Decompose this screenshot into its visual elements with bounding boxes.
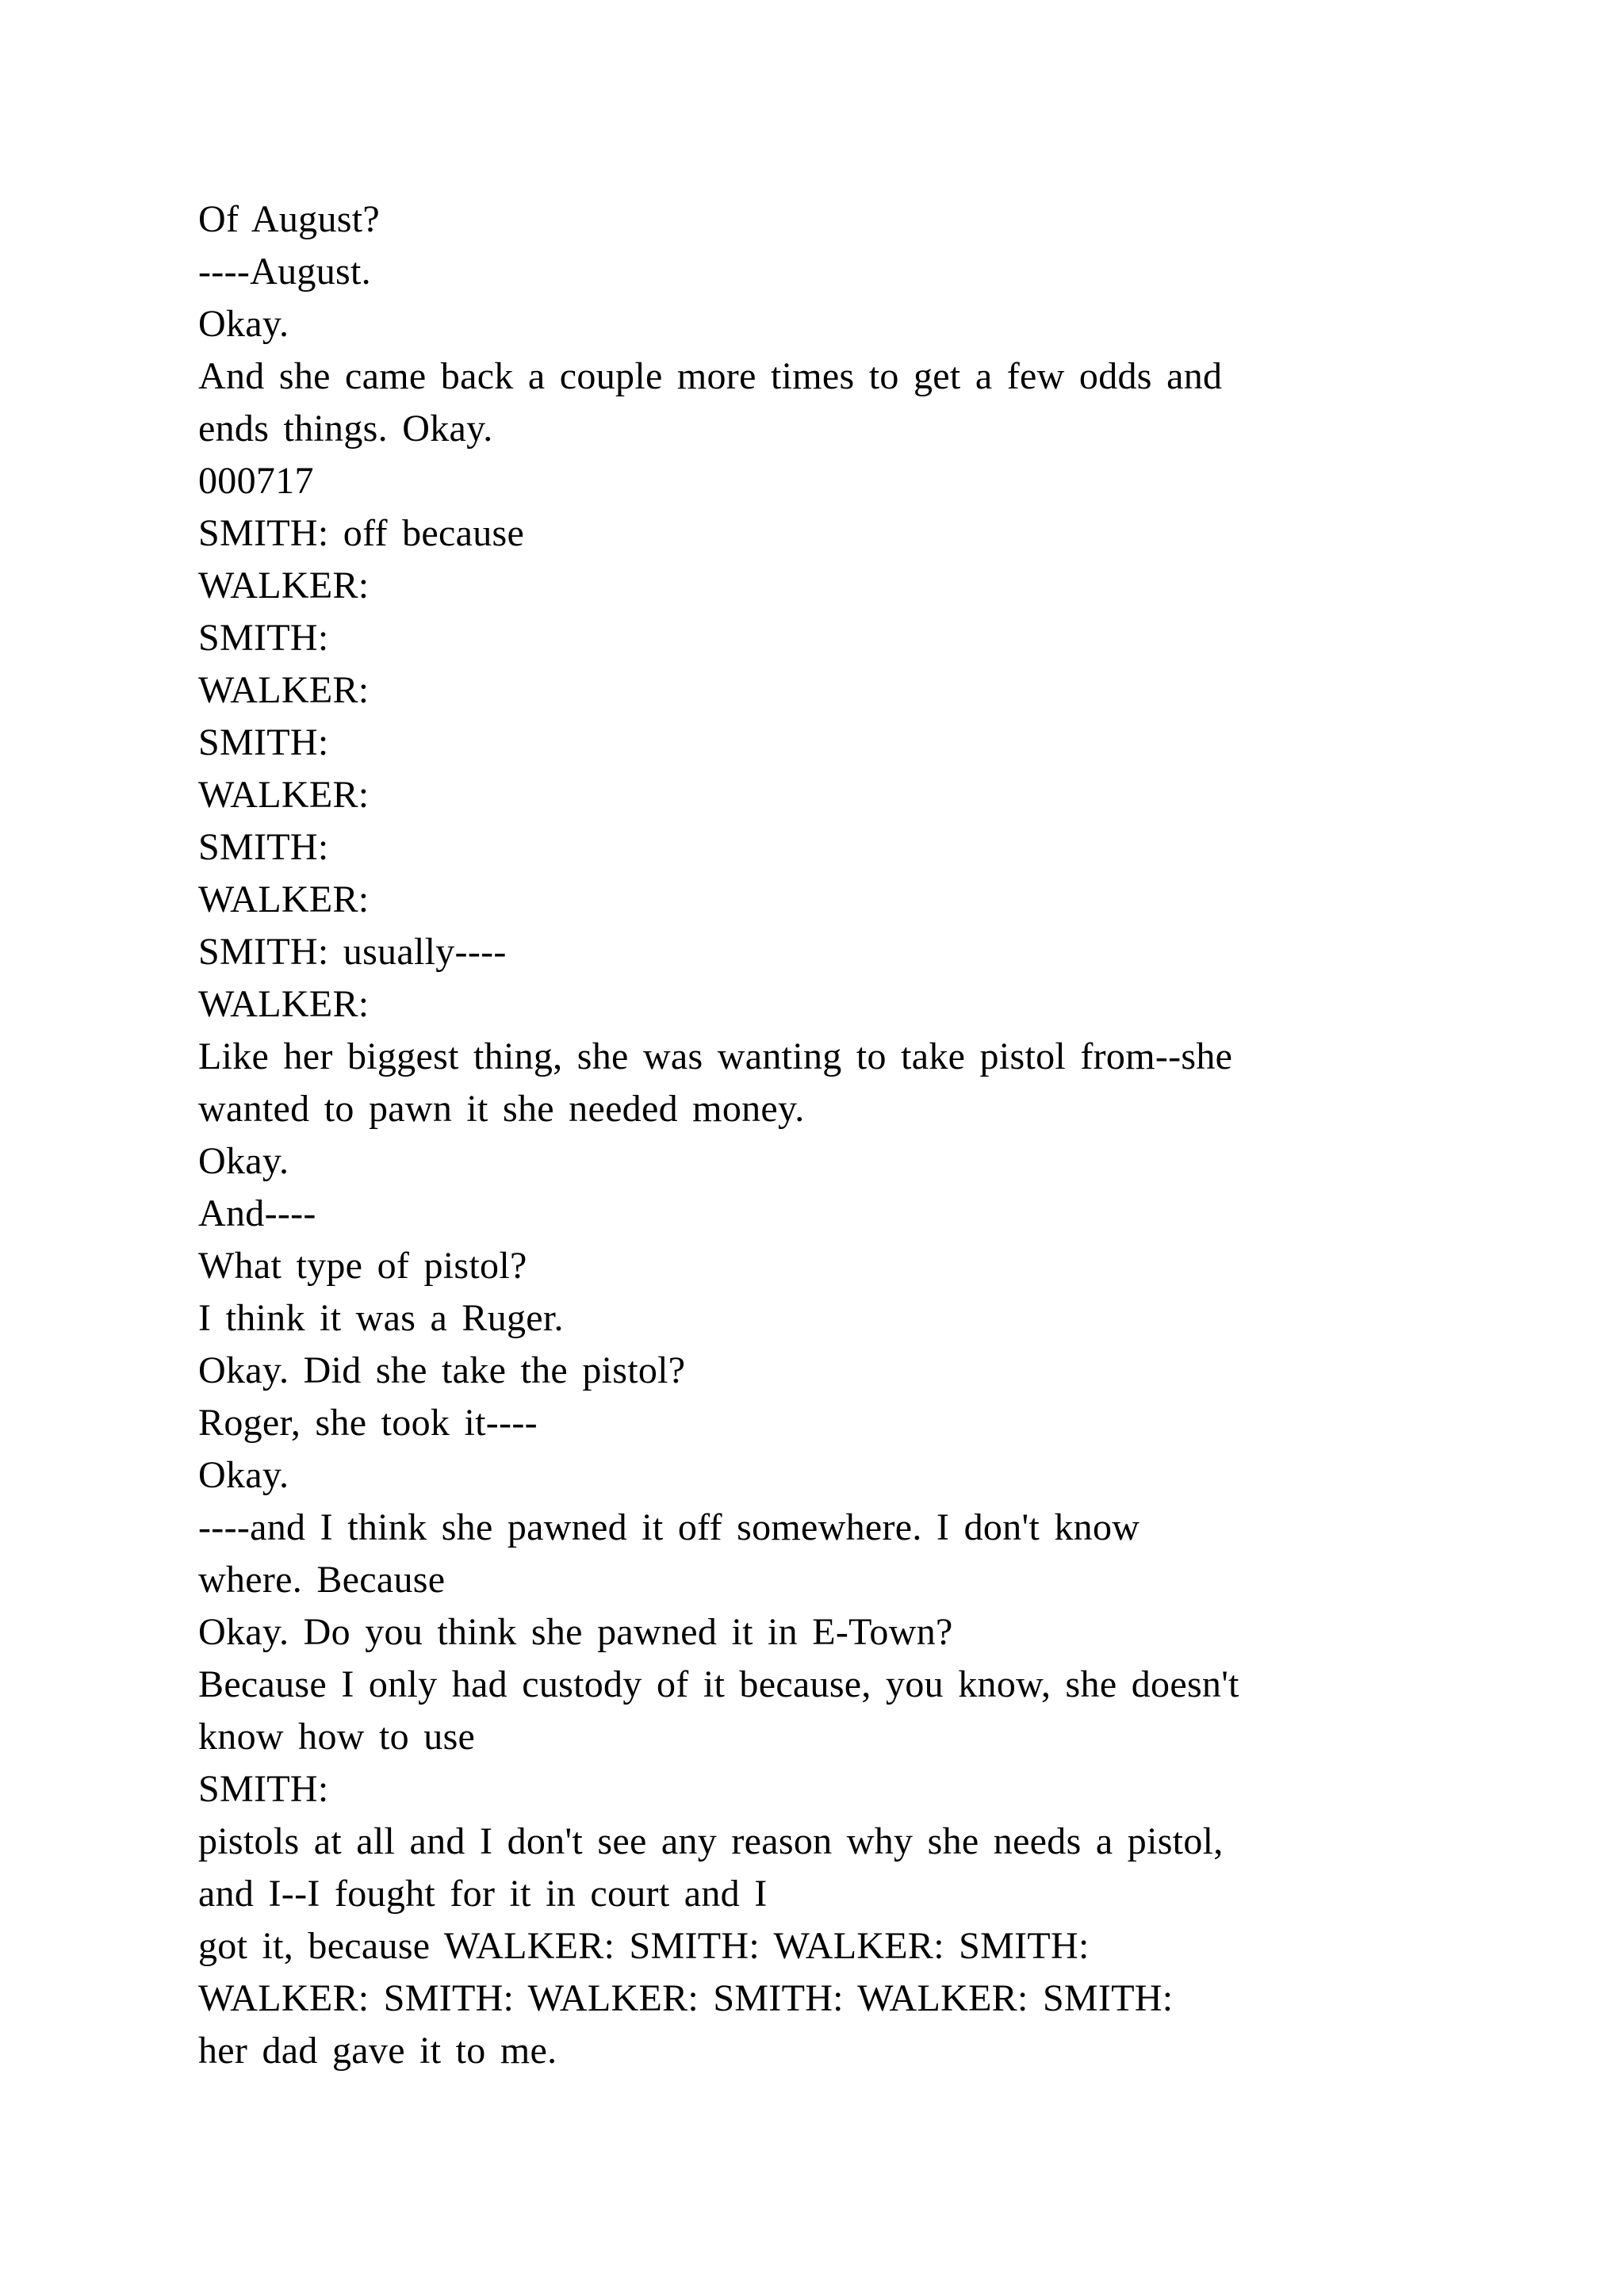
speaker-label: SMITH: — [198, 721, 329, 763]
transcript-line: SMITH: off because — [198, 512, 525, 554]
transcript-line: And she came back a couple more times to get a few odds and — [198, 355, 1223, 397]
transcript-line: and I--I fought for it in court and I — [198, 1873, 768, 1915]
transcript-line: Okay. — [198, 1454, 289, 1496]
speaker-label: SMITH: — [198, 1768, 329, 1810]
speaker-label: WALKER: — [198, 878, 370, 920]
transcript-line: ----August. — [198, 251, 371, 293]
transcript-line: Of August? — [198, 198, 380, 240]
transcript-line: Okay. — [198, 1140, 289, 1182]
transcript-line: got it, because WALKER: SMITH: WALKER: SMITH: — [198, 1925, 1090, 1967]
transcript-line: I think it was a Ruger. — [198, 1297, 564, 1339]
transcript-line: Because I only had custody of it because, you know, she doesn't — [198, 1663, 1239, 1705]
transcript-line: What type of pistol? — [198, 1245, 527, 1287]
transcript-line: know how to use — [198, 1716, 476, 1758]
transcript-text — [198, 193, 1435, 2077]
transcript-line: Roger, she took it---- — [198, 1402, 538, 1444]
speaker-label: SMITH: — [198, 617, 329, 659]
transcript-line: Okay. Do you think she pawned it in E-Town? — [198, 1611, 953, 1653]
speaker-label: WALKER: — [198, 669, 370, 711]
transcript-line: Okay. Did she take the pistol? — [198, 1349, 686, 1391]
transcript-line: where. Because — [198, 1559, 446, 1601]
transcript-line: ends things. Okay. — [198, 408, 493, 450]
page-number: 000717 — [198, 460, 314, 502]
transcript-line: WALKER: SMITH: WALKER: SMITH: WALKER: SMITH: — [198, 1977, 1174, 2019]
transcript-line: Like her biggest thing, she was wanting to take pistol from--she — [198, 1035, 1233, 1077]
transcript-line: wanted to pawn it she needed money. — [198, 1088, 805, 1130]
transcript-line: her dad gave it to me. — [198, 2030, 557, 2072]
transcript-line: ----and I think she pawned it off somewhere. I don't know — [198, 1506, 1140, 1548]
speaker-label: WALKER: — [198, 983, 370, 1025]
transcript-line: Okay. — [198, 303, 289, 345]
speaker-label: SMITH: — [198, 826, 329, 868]
transcript-line: SMITH: usually---- — [198, 931, 507, 973]
transcript-line: And---- — [198, 1192, 316, 1234]
speaker-label: WALKER: — [198, 774, 370, 816]
transcript-line: pistols at all and I don't see any reason why she needs a pistol, — [198, 1820, 1224, 1862]
speaker-label: WALKER: — [198, 564, 370, 607]
